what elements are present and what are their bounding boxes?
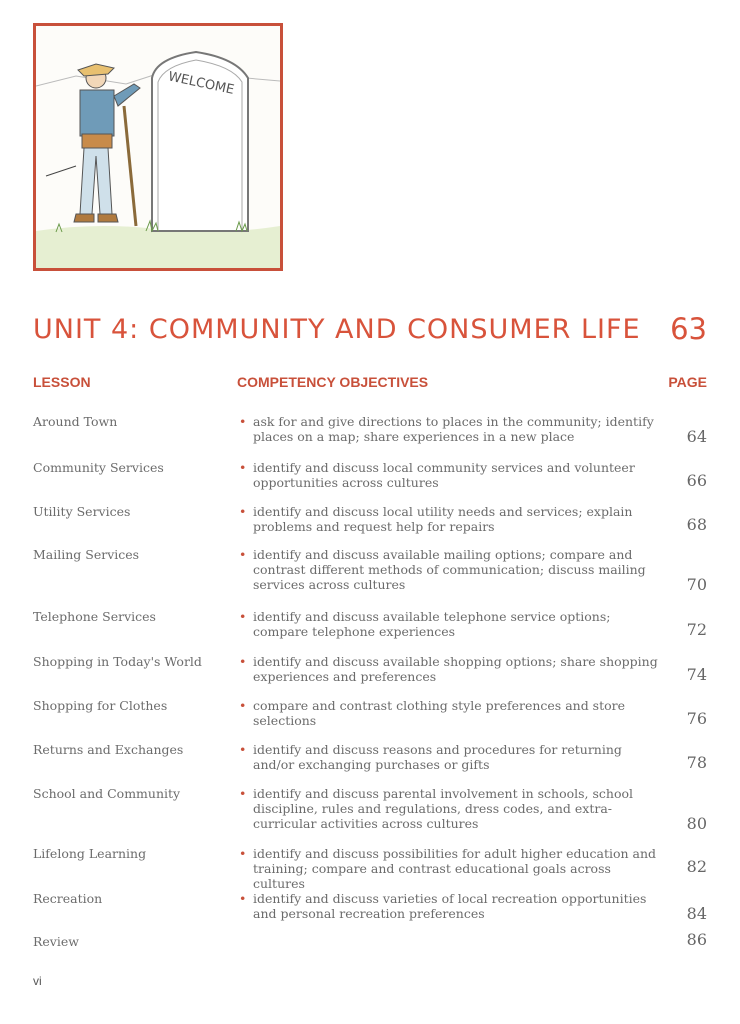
lesson-title[interactable]: Community Services <box>33 460 164 475</box>
competency-column-header: COMPETENCY OBJECTIVES <box>237 374 429 390</box>
bullet-icon: • <box>239 846 247 861</box>
bullet-icon: • <box>239 654 247 669</box>
unit-page-number: 63 <box>670 312 707 346</box>
lesson-title[interactable]: Shopping for Clothes <box>33 698 168 713</box>
lesson-title[interactable]: Telephone Services <box>33 609 156 624</box>
objective-text: identify and discuss parental involvement in schools, school discipline, rules and regulations, dress codes, and extra-curricular activities across cultures <box>253 786 634 831</box>
bullet-icon: • <box>239 698 247 713</box>
objective <box>239 698 659 728</box>
page-number[interactable]: 86 <box>686 930 707 949</box>
bullet-icon: • <box>239 414 247 429</box>
objective <box>239 891 659 921</box>
table-row <box>33 698 707 732</box>
table-row <box>33 547 707 597</box>
unit-title: UNIT 4: COMMUNITY AND CONSUMER LIFE <box>33 314 641 345</box>
page-number[interactable]: 78 <box>686 753 707 772</box>
lesson-title[interactable]: Review <box>33 934 79 949</box>
bullet-icon: • <box>239 891 247 906</box>
page-folio: vi <box>33 974 42 988</box>
bullet-icon: • <box>239 742 247 757</box>
table-row <box>33 504 707 538</box>
page-number[interactable]: 64 <box>686 427 707 446</box>
objective <box>239 846 659 891</box>
table-row <box>33 891 707 925</box>
table-row <box>33 654 707 688</box>
objective-text: identify and discuss local utility needs and services; explain problems and request help for repairs <box>253 504 633 534</box>
table-row <box>33 609 707 643</box>
objective-text: identify and discuss local community services and volunteer opportunities across cultures <box>253 460 635 490</box>
page-number[interactable]: 76 <box>686 709 707 728</box>
objective <box>239 742 659 772</box>
bullet-icon: • <box>239 504 247 519</box>
lesson-title[interactable]: Recreation <box>33 891 103 906</box>
table-row <box>33 742 707 776</box>
table-row <box>33 930 707 956</box>
table-row <box>33 786 707 836</box>
table-row <box>33 846 707 891</box>
lesson-title[interactable]: Utility Services <box>33 504 131 519</box>
page-number[interactable]: 82 <box>686 857 707 876</box>
bullet-icon: • <box>239 786 247 801</box>
page-number[interactable]: 68 <box>686 515 707 534</box>
objective <box>239 786 659 831</box>
bullet-icon: • <box>239 609 247 624</box>
objective-text: identify and discuss available shopping options; share shopping experiences and preferences <box>253 654 658 684</box>
lesson-column-header: LESSON <box>33 374 91 390</box>
lesson-title[interactable]: Mailing Services <box>33 547 140 562</box>
objective-text: identify and discuss varieties of local recreation opportunities and personal recreation preferences <box>253 891 647 921</box>
lesson-title[interactable]: Around Town <box>33 414 118 429</box>
objective <box>239 547 659 592</box>
page-number[interactable]: 66 <box>686 471 707 490</box>
bullet-icon: • <box>239 547 247 562</box>
lesson-title[interactable]: Lifelong Learning <box>33 846 147 861</box>
unit-illustration <box>33 23 283 271</box>
lesson-title[interactable]: Shopping in Today's World <box>33 654 202 669</box>
objective-text: identify and discuss possibilities for adult higher education and training; compare and contrast educational goals across cultures <box>253 846 657 891</box>
objective-text: compare and contrast clothing style preferences and store selections <box>253 698 626 728</box>
bullet-icon: • <box>239 460 247 475</box>
objective-text: identify and discuss available mailing options; compare and contrast different methods of communication; discuss mailing services across cultures <box>253 547 646 592</box>
lesson-title[interactable]: Returns and Exchanges <box>33 742 184 757</box>
objective <box>239 414 659 444</box>
page-number[interactable]: 80 <box>686 814 707 833</box>
objective-text: identify and discuss reasons and procedures for returning and/or exchanging purchases or gifts <box>253 742 622 772</box>
lesson-title[interactable]: School and Community <box>33 786 181 801</box>
page-number[interactable]: 72 <box>686 620 707 639</box>
objective <box>239 460 659 490</box>
page-column-header: PAGE <box>668 374 707 390</box>
objective-text: identify and discuss available telephone service options; compare telephone experiences <box>253 609 611 639</box>
objective <box>239 654 659 684</box>
welcome-sign-illustration <box>36 26 280 268</box>
page-number[interactable]: 74 <box>686 665 707 684</box>
sign-lettering: WELCOME <box>166 69 236 98</box>
table-row <box>33 460 707 494</box>
page-number[interactable]: 84 <box>686 904 707 923</box>
page-number[interactable]: 70 <box>686 575 707 594</box>
table-row <box>33 414 707 448</box>
objective-text: ask for and give directions to places in the community; identify places on a map; share experiences in a new place <box>253 414 654 444</box>
objective <box>239 504 659 534</box>
objective <box>239 609 659 639</box>
